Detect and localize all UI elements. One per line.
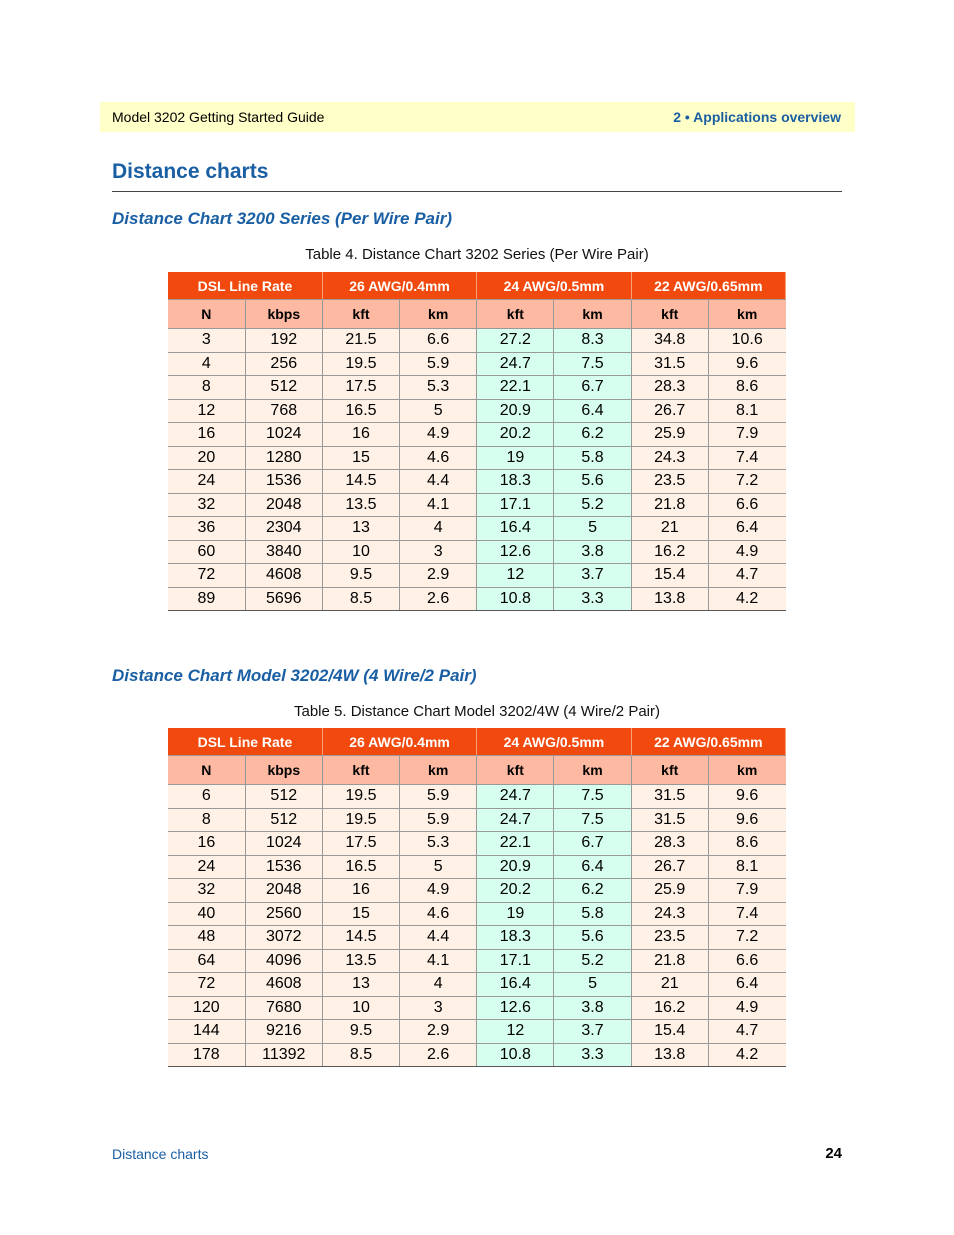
table-cell: 5.9 (400, 352, 477, 376)
table-cell: 768 (245, 399, 322, 423)
table-cell: 1024 (245, 832, 322, 856)
table-cell: 13.8 (631, 1043, 708, 1067)
table-cell: 144 (168, 1020, 245, 1044)
table-cell: 17.5 (322, 376, 399, 400)
column-header: kbps (245, 300, 322, 329)
table-4-caption: Table 4. Distance Chart 3202 Series (Per Wire Pair) (305, 246, 649, 263)
table-cell: 5.2 (554, 949, 631, 973)
table-cell: 9.6 (708, 352, 785, 376)
table-cell: 4.1 (400, 949, 477, 973)
table-cell: 2560 (245, 902, 322, 926)
table-cell: 2304 (245, 517, 322, 541)
table-cell: 5.3 (400, 832, 477, 856)
table-cell: 4608 (245, 564, 322, 588)
table-cell: 24.7 (477, 785, 554, 809)
table-cell: 22.1 (477, 376, 554, 400)
table-cell: 24 (168, 855, 245, 879)
table-cell: 16.2 (631, 540, 708, 564)
group-header-24awg: 24 AWG/0.5mm (477, 272, 631, 300)
table-cell: 31.5 (631, 785, 708, 809)
table-cell: 21.8 (631, 949, 708, 973)
column-header: km (554, 756, 631, 785)
table-row (168, 1043, 786, 1067)
table-cell: 12 (168, 399, 245, 423)
table-cell: 28.3 (631, 832, 708, 856)
table-cell: 7.2 (708, 470, 785, 494)
table-cell: 6.2 (554, 879, 631, 903)
table-cell: 14.5 (322, 470, 399, 494)
distance-table-3200 (168, 272, 786, 611)
table-cell: 512 (245, 808, 322, 832)
table-cell: 2.6 (400, 1043, 477, 1067)
table-row (168, 540, 786, 564)
table-cell: 7.2 (708, 926, 785, 950)
table-cell: 12 (477, 1020, 554, 1044)
table-cell: 20.2 (477, 879, 554, 903)
table-cell: 512 (245, 785, 322, 809)
table-cell: 19 (477, 446, 554, 470)
table-cell: 16 (322, 879, 399, 903)
table-row (168, 493, 786, 517)
table-cell: 5.2 (554, 493, 631, 517)
table-cell: 13 (322, 973, 399, 997)
table-cell: 25.9 (631, 879, 708, 903)
section-divider (112, 191, 842, 192)
table-cell: 8.3 (554, 329, 631, 353)
table-cell: 26.7 (631, 399, 708, 423)
table-cell: 13.8 (631, 587, 708, 611)
table-row (168, 832, 786, 856)
guide-title: Model 3202 Getting Started Guide (112, 109, 325, 125)
table-cell: 16.4 (477, 973, 554, 997)
table-row (168, 399, 786, 423)
table-cell: 27.2 (477, 329, 554, 353)
table-cell: 13 (322, 517, 399, 541)
column-header: kft (322, 756, 399, 785)
table-cell: 10.6 (708, 329, 785, 353)
table-cell: 4.9 (400, 879, 477, 903)
table-cell: 72 (168, 973, 245, 997)
table-cell: 18.3 (477, 926, 554, 950)
table-row (168, 329, 786, 353)
page-number: 24 (825, 1145, 842, 1162)
table-cell: 4608 (245, 973, 322, 997)
table-cell: 6.6 (400, 329, 477, 353)
chapter-link[interactable]: 2 • Applications overview (673, 109, 841, 125)
table-cell: 7.4 (708, 902, 785, 926)
table-cell: 12.6 (477, 540, 554, 564)
table-cell: 17.5 (322, 832, 399, 856)
table-cell: 7.9 (708, 879, 785, 903)
table-cell: 40 (168, 902, 245, 926)
table-cell: 4.7 (708, 564, 785, 588)
table-cell: 178 (168, 1043, 245, 1067)
table-cell: 1024 (245, 423, 322, 447)
column-header: km (400, 756, 477, 785)
table-cell: 5 (400, 855, 477, 879)
table-cell: 4.6 (400, 902, 477, 926)
table-cell: 17.1 (477, 949, 554, 973)
table-body (168, 785, 786, 1067)
table-cell: 17.1 (477, 493, 554, 517)
table-cell: 4.9 (708, 996, 785, 1020)
group-header-22awg: 22 AWG/0.65mm (631, 272, 785, 300)
table-cell: 6.4 (554, 399, 631, 423)
table-cell: 5.8 (554, 446, 631, 470)
table-cell: 24.7 (477, 808, 554, 832)
table-cell: 21.8 (631, 493, 708, 517)
table-cell: 10 (322, 540, 399, 564)
table-cell: 16.4 (477, 517, 554, 541)
table-cell: 32 (168, 493, 245, 517)
table-cell: 6.7 (554, 832, 631, 856)
group-header-26awg: 26 AWG/0.4mm (322, 272, 476, 300)
table-cell: 24 (168, 470, 245, 494)
table-cell: 13.5 (322, 949, 399, 973)
table-cell: 120 (168, 996, 245, 1020)
table-cell: 18.3 (477, 470, 554, 494)
table-cell: 8.6 (708, 376, 785, 400)
table-cell: 60 (168, 540, 245, 564)
table-cell: 5 (554, 973, 631, 997)
table-cell: 20.2 (477, 423, 554, 447)
table-cell: 11392 (245, 1043, 322, 1067)
table-cell: 12 (477, 564, 554, 588)
group-header-24awg: 24 AWG/0.5mm (477, 728, 631, 756)
table-cell: 1536 (245, 855, 322, 879)
table-cell: 6 (168, 785, 245, 809)
table-cell: 15 (322, 446, 399, 470)
table-cell: 20 (168, 446, 245, 470)
table-cell: 9216 (245, 1020, 322, 1044)
table-cell: 5.8 (554, 902, 631, 926)
table-cell: 7.5 (554, 785, 631, 809)
table-cell: 3 (400, 996, 477, 1020)
table-cell: 4.1 (400, 493, 477, 517)
table-row (168, 352, 786, 376)
table-cell: 2.9 (400, 564, 477, 588)
column-header: kft (631, 300, 708, 329)
table-cell: 34.8 (631, 329, 708, 353)
table-cell: 6.4 (554, 855, 631, 879)
table-cell: 5 (400, 399, 477, 423)
table-cell: 16 (322, 423, 399, 447)
table-cell: 21 (631, 517, 708, 541)
table-cell: 25.9 (631, 423, 708, 447)
table-row (168, 808, 786, 832)
table-cell: 26.7 (631, 855, 708, 879)
table-cell: 7.9 (708, 423, 785, 447)
table-cell: 3.3 (554, 587, 631, 611)
table-cell: 10.8 (477, 587, 554, 611)
table-cell: 4 (168, 352, 245, 376)
table-cell: 9.6 (708, 808, 785, 832)
table-cell: 4096 (245, 949, 322, 973)
table-cell: 9.5 (322, 564, 399, 588)
table-cell: 4.4 (400, 470, 477, 494)
table-cell: 3.8 (554, 996, 631, 1020)
table-row (168, 785, 786, 809)
column-header: km (400, 300, 477, 329)
table-cell: 192 (245, 329, 322, 353)
table-cell: 6.6 (708, 949, 785, 973)
group-header-row (168, 728, 786, 756)
table-cell: 12.6 (477, 996, 554, 1020)
table-cell: 48 (168, 926, 245, 950)
section-title: Distance charts (112, 160, 269, 183)
table-cell: 20.9 (477, 399, 554, 423)
table-row (168, 470, 786, 494)
table-cell: 31.5 (631, 808, 708, 832)
table-row (168, 996, 786, 1020)
table-cell: 512 (245, 376, 322, 400)
table-row (168, 1020, 786, 1044)
table-cell: 3.7 (554, 564, 631, 588)
table-cell: 3072 (245, 926, 322, 950)
table-cell: 4.2 (708, 587, 785, 611)
table-cell: 16 (168, 832, 245, 856)
table-cell: 2.6 (400, 587, 477, 611)
table-cell: 4.4 (400, 926, 477, 950)
table-cell: 8.5 (322, 1043, 399, 1067)
table-row (168, 926, 786, 950)
group-header-line-rate: DSL Line Rate (168, 272, 322, 300)
column-header: N (168, 300, 245, 329)
table-cell: 2048 (245, 879, 322, 903)
table-cell: 19.5 (322, 785, 399, 809)
table-cell: 16.5 (322, 855, 399, 879)
table-cell: 6.4 (708, 517, 785, 541)
table-cell: 4.7 (708, 1020, 785, 1044)
table-cell: 14.5 (322, 926, 399, 950)
table-row (168, 879, 786, 903)
table-cell: 5696 (245, 587, 322, 611)
group-header-line-rate: DSL Line Rate (168, 728, 322, 756)
subsection-title-3200: Distance Chart 3200 Series (Per Wire Pair) (112, 209, 453, 228)
table-cell: 7.4 (708, 446, 785, 470)
column-header: km (708, 756, 785, 785)
table-cell: 15 (322, 902, 399, 926)
table-cell: 64 (168, 949, 245, 973)
table-cell: 7.5 (554, 808, 631, 832)
table-cell: 5.6 (554, 926, 631, 950)
table-row (168, 902, 786, 926)
table-cell: 4.9 (708, 540, 785, 564)
group-header-26awg: 26 AWG/0.4mm (322, 728, 476, 756)
table-cell: 5.6 (554, 470, 631, 494)
table-cell: 23.5 (631, 470, 708, 494)
table-cell: 10.8 (477, 1043, 554, 1067)
table-cell: 8 (168, 808, 245, 832)
table-cell: 6.7 (554, 376, 631, 400)
table-cell: 4 (400, 517, 477, 541)
table-cell: 16.2 (631, 996, 708, 1020)
table-cell: 6.4 (708, 973, 785, 997)
table-cell: 1280 (245, 446, 322, 470)
table-cell: 22.1 (477, 832, 554, 856)
table-cell: 5.9 (400, 808, 477, 832)
table-cell: 8.1 (708, 855, 785, 879)
table-row (168, 855, 786, 879)
table-cell: 72 (168, 564, 245, 588)
column-header: km (554, 300, 631, 329)
table-cell: 9.5 (322, 1020, 399, 1044)
table-cell: 5.9 (400, 785, 477, 809)
table-cell: 23.5 (631, 926, 708, 950)
table-cell: 19.5 (322, 808, 399, 832)
table-cell: 5 (554, 517, 631, 541)
table-cell: 256 (245, 352, 322, 376)
table-cell: 3.7 (554, 1020, 631, 1044)
table-cell: 8 (168, 376, 245, 400)
column-header: kft (322, 300, 399, 329)
table-cell: 20.9 (477, 855, 554, 879)
table-5-caption: Table 5. Distance Chart Model 3202/4W (4 Wire/2 Pair) (294, 703, 660, 720)
table-cell: 2048 (245, 493, 322, 517)
table-cell: 89 (168, 587, 245, 611)
table-cell: 32 (168, 879, 245, 903)
table-cell: 21.5 (322, 329, 399, 353)
table-cell: 24.3 (631, 446, 708, 470)
table-row (168, 517, 786, 541)
column-header: kbps (245, 756, 322, 785)
column-header: km (708, 300, 785, 329)
column-header-row (168, 756, 786, 785)
table-body (168, 329, 786, 611)
table-cell: 36 (168, 517, 245, 541)
table-cell: 8.5 (322, 587, 399, 611)
table-cell: 6.2 (554, 423, 631, 447)
table-cell: 8.1 (708, 399, 785, 423)
table-cell: 15.4 (631, 1020, 708, 1044)
running-header (100, 102, 855, 132)
distance-table-3202-4w (168, 728, 786, 1067)
table-cell: 3840 (245, 540, 322, 564)
table-cell: 15.4 (631, 564, 708, 588)
table-row (168, 423, 786, 447)
table-row (168, 564, 786, 588)
table-cell: 4.2 (708, 1043, 785, 1067)
group-header-row (168, 272, 786, 300)
table-cell: 5.3 (400, 376, 477, 400)
table-cell: 19 (477, 902, 554, 926)
table-cell: 16.5 (322, 399, 399, 423)
subsection-title-3202-4w: Distance Chart Model 3202/4W (4 Wire/2 Pair) (112, 666, 477, 685)
footer-section-link[interactable]: Distance charts (112, 1146, 209, 1162)
table-cell: 7.5 (554, 352, 631, 376)
group-header-22awg: 22 AWG/0.65mm (631, 728, 785, 756)
table-cell: 24.3 (631, 902, 708, 926)
table-cell: 21 (631, 973, 708, 997)
table-cell: 3.3 (554, 1043, 631, 1067)
table-cell: 4 (400, 973, 477, 997)
table-cell: 6.6 (708, 493, 785, 517)
table-row (168, 949, 786, 973)
table-row (168, 587, 786, 611)
table-cell: 3.8 (554, 540, 631, 564)
table-cell: 7680 (245, 996, 322, 1020)
column-header-row (168, 300, 786, 329)
table-row (168, 446, 786, 470)
table-cell: 8.6 (708, 832, 785, 856)
column-header: kft (631, 756, 708, 785)
table-cell: 3 (400, 540, 477, 564)
table-cell: 28.3 (631, 376, 708, 400)
column-header: kft (477, 300, 554, 329)
table-cell: 9.6 (708, 785, 785, 809)
table-cell: 2.9 (400, 1020, 477, 1044)
table-cell: 3 (168, 329, 245, 353)
table-cell: 10 (322, 996, 399, 1020)
table-row (168, 973, 786, 997)
column-header: kft (477, 756, 554, 785)
table-row (168, 376, 786, 400)
table-cell: 24.7 (477, 352, 554, 376)
column-header: N (168, 756, 245, 785)
table-cell: 19.5 (322, 352, 399, 376)
table-cell: 16 (168, 423, 245, 447)
table-cell: 13.5 (322, 493, 399, 517)
table-cell: 4.9 (400, 423, 477, 447)
table-cell: 1536 (245, 470, 322, 494)
table-cell: 4.6 (400, 446, 477, 470)
table-cell: 31.5 (631, 352, 708, 376)
